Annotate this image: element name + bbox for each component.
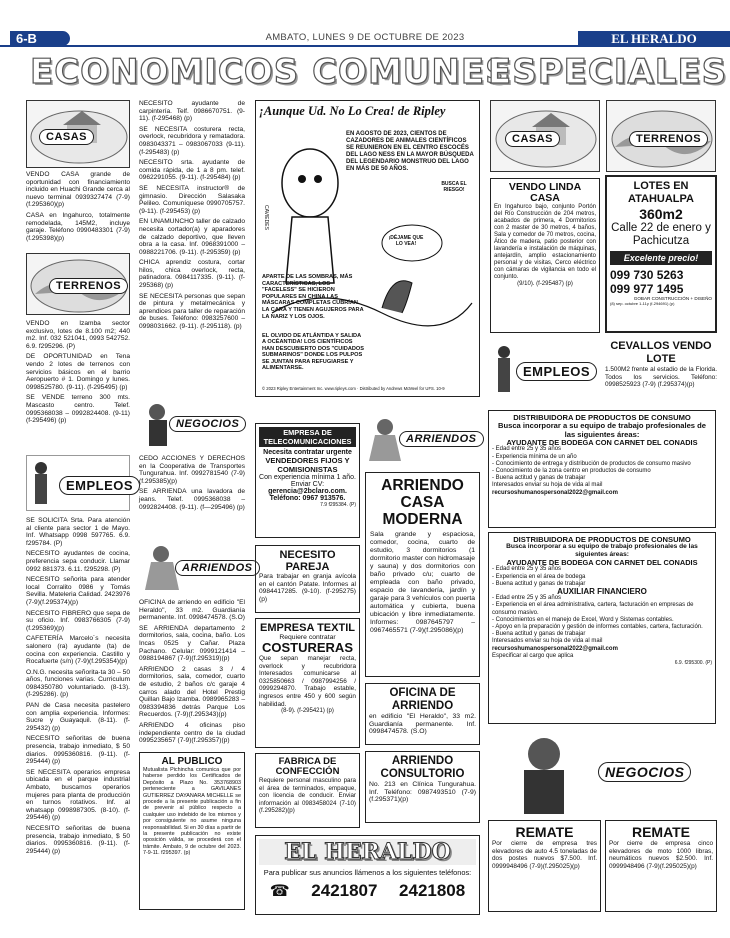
empleos-banner [26,455,134,511]
remate2-body: Por cierre de empresa cinco elevadores de moto 1000 libras, neumáticos nuevos $2.500. Inf. 0999948496 (7-9)(f.295025)(p) [609,840,713,870]
remate-ad-2 [605,820,717,912]
lotes-size: 360m2 [639,206,683,222]
pareja-ad [255,545,360,613]
terrenos-label-2: TERRENOS [629,131,708,147]
negocios-ads [139,455,245,514]
ripley-fact-2: APARTE DE LAS SOMBRAS, MÁS CARACTERÍSTICAS, LOS "FACELESS" SE HICIERON POPULARES EN CHINA LAS MÁSCARAS COMPLETAS CUBRÍAN LA CARA Y TIENEN AGUJEROS PARA LA NARIZ Y LOS OJOS. [262,274,364,320]
list-item: - Edad entre 25 y 35 años [492,595,562,602]
distri1-send: Interesados enviar su hoja de vida al mail [492,482,603,489]
lotes-ad [605,175,717,333]
pareja-title: NECESITO PAREJA [279,549,336,573]
list-item: - Buena actitud y ganas de trabajar [492,580,586,587]
oficina-body: en edificio "El Heraldo", 33 m2. Guardianía permanente. Inf. 0998474578. (S.O) [369,713,476,736]
casas-label: CASAS [39,129,94,145]
arriendos-label: ARRIENDOS [175,560,260,576]
telecom-sub: Necesita contratar urgente [263,449,352,456]
ripley-bubble: ¡DÉJAME QUE LO VEA! [388,235,424,247]
casas-banner-2 [490,100,600,172]
list-item: VENDO CASA grande de oportunidad con financiamiento incluido en Huachi Grande cerca al nuevo terminal 0939327474 (7-9) (f.295360)(p) [26,171,130,209]
lotes-phone-1: 099 730 5263 [610,268,684,282]
list-item: - Apoyo en la preparación y gestión de informes contables, cartera, facturación. [492,624,703,631]
cevallos-title: CEVALLOS VENDO LOTE [610,340,712,365]
list-item: NECESITO ayudante de carpintería. Telf. 0986670751. (9-11). (f-295468) (p) [139,100,245,123]
telecom-title: EMPRESA DE TELECOMUNICACIONES [259,427,356,447]
lotes-phone-2: 099 977 1495 [610,282,684,296]
negocios-banner [139,398,245,450]
list-item: CASA en Ingahurco, totalmente remodelada, 145M2, incluye garaje. Teléfono 0990483301 (7-9) (f.295398)(p) [26,211,130,242]
list-item: SE NECESITA costurera recta, overlock, recubridora y rematadora. 0983043371 – 0983067033 (9-11). (f-295483) (p) [139,125,245,156]
date-line: AMBATO, LUNES 9 DE OCTUBRE DE 2023 [265,32,465,43]
heraldo-phones-text: Para publicar sus anuncios llámenos a los siguientes teléfonos: [263,868,472,877]
arriendos-banner [139,540,253,595]
negocios-banner-2 [488,730,716,815]
list-item: NECESITO srta. ayudante de comida rápida, de 1 a 8 pm. telef. 0962291055. (9-11). (f-295484) (p) [139,159,245,182]
oficina-ad [365,683,480,745]
al-publico-text: Mutualista Pichincha comunica que por haberse perdido los Certificados de Depósito a Plazo No. 353768903 perteneciente a GAVILANES GUTIERREZ DAYANARA MICHELLE se procede a la presente publicación a fin de prevenir al público respecto a cualquier uso indebido de los mismos y por consiguiente no asume ninguna responsabilidad. Si en 30 días a partir de la presente publicación no existe oposición válida, se procederá con el trámite. Ambato, 9 de octubre del 2023. 7-9-11. f295397. (p) [143,767,241,857]
list-item: - Experiencia mínima de un año [492,453,577,460]
distri2-ref: 6.9. f295300. (P) [674,660,712,667]
vendo-linda-title: VENDO LINDA CASA [508,181,582,204]
arriendo-casa-ad [365,472,480,677]
consultorio-ad [365,751,480,823]
textil-ad [255,618,360,748]
list-item: - Buena actitud y ganas de trabajar [492,475,586,482]
page-number: 6-B [10,31,70,46]
brand-title: EL HERALDO [578,31,730,47]
lotes-title: LOTES EN ATAHUALPA [628,180,694,205]
list-item: SE NECESITA personas que sepan de pintura y metalmecánica y aprendices para taller de reparación de buses. Teléfono: 0983257600 – 0998031662. (9-11). (f-295118). (p) [139,292,245,331]
list-item: ARRIENDO 4 oficinas piso independiente centro de la ciudad 0995235657 (7-9)(f.295357)(p) [139,721,245,745]
al-publico-title: AL PUBLICO [161,756,223,767]
telecom-tel: Teléfono: 0967 913576. [269,495,346,502]
oficina-title: OFICINA DE ARRIENDO [389,687,456,712]
empleos-label: EMPLEOS [59,476,140,495]
list-item: EN UNAMUNCHO taller de calzado necesita cortador(a) y aparadores de calzado deportivo, que lleven obra a la casa. Inf. 0968391000 – 0988221706. (9-11). (f-295359) (p) [139,218,245,256]
distri2-title: DISTRIBUIDORA DE PRODUCTOS DE CONSUMO [513,535,691,544]
list-item: CHICA aprendiz costura, cortar hilos, chica overlock, recta, patinadora. 0984117335. (9-11). (f-295368) (p) [139,259,245,290]
distri1-sub: Busca incorporar a su equipo de trabajo profesionales de las siguientes áreas: [497,421,707,440]
list-item: - Conocimiento de entrega y distribución de productos de consumo masivo [492,460,691,467]
telecom-ref: 7.9 f295384. (P) [320,502,356,508]
arriendos-banner-2 [365,415,477,463]
list-item: VENDO en Izamba sector exclusivo, lotes de 8.100 m2; 440 m2. Inf. 032 521041, 0993 542752. 6.9. f295296. (P) [26,320,130,350]
ripley-comic [255,100,480,397]
heraldo-phone-2: 2421808 [399,881,466,900]
list-item: SE ARRIENDA departamento 2 dormitorios, sala, cocina, baño. Los Incas 0525 y Cañar. Plaza Pachano. Celular: 0999121414 – 0988194867 (7-9)(f.295319)(p) [139,624,245,663]
lotes-price: Excelente precio! [610,251,712,265]
list-item: NECESITO señorita para atender local Corralito 0986 y Tomás Sevilla. Mateleria Calidad. 2423976 (7-9)(f.295374)(p) [26,576,130,606]
list-item: - Edad entre 25 y 35 años [492,566,562,573]
ripley-fact-3: EL OLVIDO DE ATLÁNTIDA Y SALIDA A OCÉANTIDA! LOS CIENTÍFICOS HAN DESCUBIERTO DOS "CUIDADOS SUBMARINOS" DONDE LOS PULPOS SE JUNTAN PARA REFUGIARSE Y ALIMENTARSE. [262,333,365,372]
negocios-label-2: NEGOCIOS [598,762,691,782]
list-item: - Experiencia en el área de bodega [492,573,586,580]
telecom-email: gerencia@2bclaro.com. [268,488,347,495]
distri1-role: AYUDANTE DE BODEGA CON CARNET DEL CONADIS [506,438,698,448]
list-item: CAFETERÍA Marcelo´s necesita salonero (ra) ayudante (ta) de cocina con experiencia. Castillo y Rocafuerte (s/n) (7-9)(f.295354)(p) [26,635,130,666]
fabrica-title: FABRICA DE CONFECCIÓN [275,756,340,777]
casas-ads [26,171,130,245]
remate1-title: REMATE [515,824,574,840]
distri2-role2: AUXILIAR FINANCIERO [557,587,647,597]
ripley-title: ¡Aunque Ud. No Lo Crea! de Ripley [259,104,446,118]
heraldo-phones-box [255,835,480,915]
distri2-extra: Especificar al cargo que aplica [492,652,574,659]
list-item: NECESITO ayudantes de cocina, preferencia sepa conducir. Llamar 0992 881373. 6.11. f295298. (P) [26,550,130,573]
lotes-street: Calle 22 de enero y Pachicutza [611,222,711,247]
distri2-role: AYUDANTE DE BODEGA CON CARNET DEL CONADIS [506,558,698,568]
list-item: SE NECESITA operarios empresa ubicada en el parque industrial Ambato, buscamos operarios mujeres para planta de producción en turnos rotativos. Inf. al whatsapp 0998987305. (8-10). (f-295446) (p) [26,768,130,822]
distri1-email: recursoshumanospersonal2022@gmail.com [492,489,618,496]
remate1-body: Por cierre de empresa tres elevadores de auto 4.5 toneladas de dos postes nuevos $7.500. Inf. 0999948496 (7-9)(f.295025)(p) [492,840,597,870]
empleos-ads [26,517,130,858]
ripley-artist: CAVIEDES [263,205,269,230]
list-item: - Edad entre 25 y 35 años [492,446,562,453]
distri2-send: Interesados enviar su hoja de vida al mail [492,638,603,645]
list-item: SE NECESITA instructor® de gimnasio. Dirección Salasaka Pelileo. Comuníquese 0990705757. (9-11). (f-295453) (p) [139,184,245,215]
list-item: - Buena actitud y ganas de trabajar [492,631,586,638]
terrenos-ads [26,320,130,428]
terrenos-banner [26,253,130,315]
lotes-ref: (8) sep. octubre 1-11y (f-294691) (p) [610,301,675,306]
list-item: - Conocimiento de la zona centro en productos de consumo [492,468,651,475]
vendo-linda-ref: (9/10). (f-295487) (p) [517,281,573,287]
arriendos-ads [139,599,245,748]
terrenos-label: TERRENOS [49,278,128,294]
casas-banner [26,100,130,168]
fabrica-body: Requiere personal masculino para el área de terminados, empaque, con licencia de conducir. Enviar información al 0983458024 (7-10) (f.295282)(p) [259,777,356,815]
telecom-ad [255,423,360,538]
list-item: NECESITO señoritas de buena presencia, trabajo inmediato, $ 50 diarios. 0995360816. (9-11). (f-295444) (p) [26,824,130,855]
textil-sub: Requiere contratar [279,634,336,641]
casas-label-2: CASAS [505,131,560,147]
list-item: CEDO ACCIONES Y DERECHOS en la Cooperativa de Transportes Tungurahua. Inf. 0992781540 (7-9)(f.295385)(p) [139,455,245,485]
distri1-title: DISTRIBUIDORA DE PRODUCTOS DE CONSUMO [513,413,691,422]
arriendo-casa-title: ARRIENDO CASA MODERNA [381,477,464,528]
heraldo-logo: EL HERALDO [259,839,476,865]
ripley-fact-1: EN AGOSTO DE 2023, CIENTOS DE CAZADORES DE ANIMALES CIENTÍFICOS SE REUNIERON EN EL CENTRO ESCOCÉS DEL LAGO NESS EN LA MAYOR BÚSQUEDA DEL LEGENDARIO MONSTRUO DEL LAGO EN MÁS DE 50 AÑOS. [346,131,474,172]
vendo-linda-ad [490,178,600,333]
ripley-speech: BUSCA EL RIESGO! [441,181,467,193]
phone-icon: ☎ [269,883,290,900]
col2-top-ads [139,100,245,334]
telecom-body: Con experiencia mínima 1 año. Enviar CV: [259,474,356,488]
fabrica-ad [255,753,360,828]
list-item: OFICINA de arriendo en edificio "El Heraldo", 33 m2. Guardianía permanente. Inf. 0998474578. (S.O) [139,599,245,622]
textil-role: COSTURERAS [261,640,353,655]
heraldo-phone-1: 2421807 [311,881,378,900]
section-title-right: ESPECIALES [488,52,728,92]
cevallos-body: 1.500M2 frente al estadio de la Florida. Todos los servicios. Teléfono: 0998525923 (7-9) (f.295374)(p) [605,366,717,389]
list-item: DE OPORTUNIDAD en Tena vendo 2 lotes de terrenos con servicios básicos en el barrio Aeropuerto # 1. Domingo y lunes. 0998525780. (9-11). (f-295495) (p) [26,353,130,391]
terrenos-banner-2 [606,100,716,172]
vendo-linda-body: En Ingahurco bajo, conjunto Portón del Río Construcción de 204 metros, acabados de primera, 4 Dormitorios con 2 master de 30 metros, 4 baños, Sala y comedor de 70 metros, cocina, Ático de madera, patio posterior con lavandería e instalación de máquinas, antejardín, amplio estacionamiento personal y de visitas, Cerco eléctrico con cámaras de vigilancia en todo el conjunto. [494,204,596,280]
textil-ref: (8-9). (f-295421) (p) [281,708,334,715]
distri2-email: recursoshumanospersonal2022@gmail.com [492,645,618,652]
distri2-sub: Busca incorporar a su equipo de trabajo profesionales de las siguientes áreas: [506,543,698,559]
list-item: SE SOLICITA Srta. Para atención al cliente para sector 1 de Mayo. Inf. Whatsapp 0998 597765. 6.9. f295784. (P) [26,517,130,547]
list-item: ARRIENDO 2 casas 3 / 4 dormitorios, sala, comedor, cuarto de estudio, 2 baños c/c garaje 4 carros alado del Hotel Prestig Quillan Bajo Izamba. 0989965283 – 0983394836 detrás Parque Los Recuerdos. (7-9)(f.295343)(p) [139,665,245,719]
distribuidora-ad-2 [488,532,716,724]
consultorio-body: No. 213 en Clínica Tungurahua. Inf. Teléfono: 0987493510 (7-9)(f.295371)(p) [369,781,476,804]
list-item: - Conocimientos en el manejo de Excel, Word y Sistemas contables. [492,616,674,623]
cevallos-ad [605,340,717,398]
list-item: NECESITO FIBRERO que sepa de su oficio. Inf. 0983766305 (7-9)(f.295369)(p) [26,609,130,632]
list-item: - Experiencia en el área administrativa, cartera, facturación en empresas de consumo masivo. [492,602,694,616]
pareja-body: Para trabajar en granja avícola en el cantón Patate. Informes al 0984417285. (9-10). (f-295275) (p) [259,573,356,603]
empleos-label-2: EMPLEOS [516,362,597,381]
list-item: SE ARRIENDA una lavadora de jeans. Telef. 0995368038 – 0992824408. (9-11). (f—295496) (p) [139,488,245,511]
remate-ad-1 [488,820,601,912]
textil-body: Que sepan manejar recta, overlock y recubridora Interesados comunicarse al 0325850663 / 0987994256 / 0999294870. Trabajo estable, ingresos entre 450 y 600 según habilidad. [259,655,356,708]
arriendos-label-2: ARRIENDOS [399,431,484,447]
remate2-title: REMATE [631,824,691,840]
negocios-label: NEGOCIOS [169,416,246,432]
textil-title: EMPRESA TEXTIL [260,622,355,634]
al-publico-box [139,752,245,910]
ripley-footer: © 2023 Ripley Entertainment Inc. www.ripleys.com · Distributed by Andrews McMeel for UFS. 10-9 [262,386,445,391]
list-item: PAN de Casa necesita pastelero con amplia experiencia. Informes: Sucre y Guayaquil. (8-11). (f-295432) (p) [26,702,130,732]
list-item: NECESITO señoritas de buena presencia, trabajo inmediato, $ 50 diarios. 0995360816. (9-11). (f-295444) (p) [26,735,130,766]
lotes-company: GOBAR CONSTRUCCIÓN + DISEÑO [633,296,712,301]
consultorio-title: ARRIENDO CONSULTORIO [380,755,465,780]
list-item: O.N.G. necesita señorita-ta 30 – 50 años, funciones varias. Curriculum 0984350780 voluntariado. (8-13). (f-295286). (p) [26,668,130,699]
arriendo-casa-body: Sala grande y espaciosa, comedor, cocina, cuarto de estudio, 3 dormitorios (1 dormitorio master con hidromasaje y sauna) y dos dormitorios con baño privado c/u; cuarto de empleada con baño privado, espacio de lavandería, jardín y garaje para 3 vehículos con puerta automática y cubierta, buena ubicación y libre inmediatamente. Informes: 0987645797 – 0967465571 (7-9)(f.295086)(p) [370,531,475,634]
list-item: SE VENDE terreno 300 mts. Mascasto centro. Telef. 0995368038 – 0992824408. (9-11) (f-295496) (p) [26,394,130,425]
distribuidora-ad-1 [488,410,716,528]
telecom-roles: VENDEDORES FIJOS Y COMISIONISTAS [265,456,350,474]
empleos-banner-2 [490,340,600,398]
section-title-left: ECONOMICOS COMUNES [30,52,511,92]
